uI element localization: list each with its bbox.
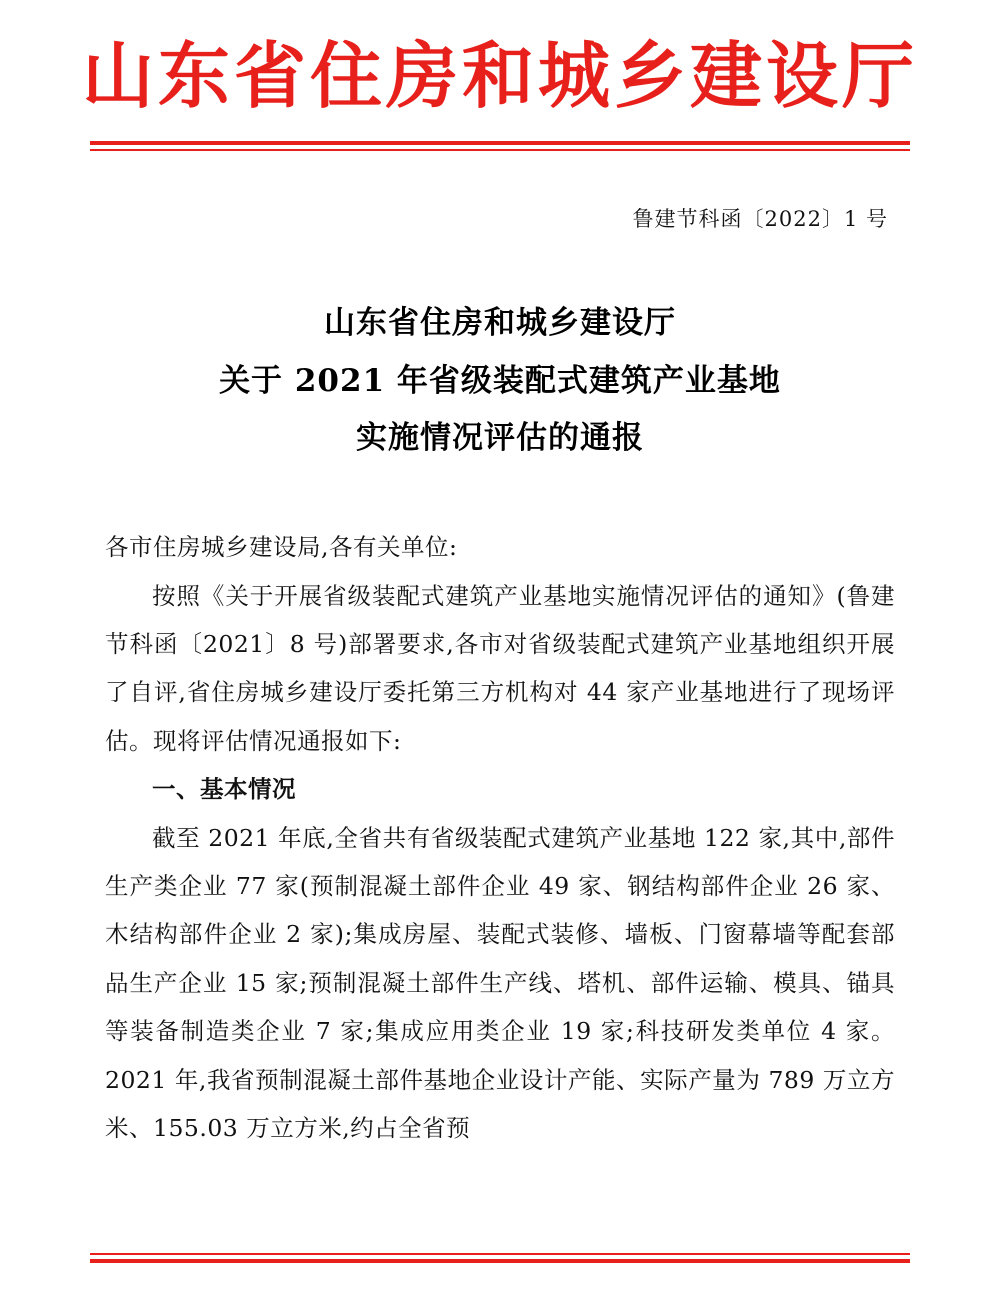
body-paragraph-1: 按照《关于开展省级装配式建筑产业基地实施情况评估的通知》(鲁建节科函〔2021〕8 号)部署要求,各市对省级装配式建筑产业基地组织开展了自评,省住房城乡建设厅委托第三方机构对 44 家产业基地进行了现场评估。现将评估情况通报如下:: [105, 581, 895, 755]
issuing-authority-title: 山东省住房和城乡建设厅: [81, 33, 918, 118]
footer-rule-thin: [90, 1253, 910, 1255]
body-paragraph-2: 截至 2021 年底,全省共有省级装配式建筑产业基地 122 家,其中,部件生产类企业 77 家(预制混凝土部件企业 49 家、钢结构部件企业 26 家、木结构部件企业 2 家);集成房屋、装配式装修、墙板、门窗幕墙等配套部品生产企业 15 家;预制混凝土部件生产线、塔机、部件运输、模具、锚具等装备制造类企业 7 家;集成应用类企业 19 家;科技研发类单位 4 家。2021 年,我省预制混凝土部件基地企业设计产能、实际产量为 789 万立方米、155.03 万立方米,约占全省预: [105, 823, 895, 1143]
document-body: [105, 523, 895, 1152]
masthead-rule-thick: [90, 141, 910, 145]
section-heading-1: 一、基本情况: [152, 775, 296, 804]
document-title-line-2: 关于 2021 年省级装配式建筑产业基地: [219, 362, 781, 399]
masthead-rule-thin: [90, 149, 910, 151]
salutation: 各市住房城乡建设局,各有关单位:: [105, 533, 458, 562]
document-number-row: [0, 203, 1000, 233]
document-title-line-3: 实施情况评估的通报: [356, 419, 644, 456]
document-number: 鲁建节科函〔2022〕1 号: [632, 207, 888, 232]
document-title-line-1: 山东省住房和城乡建设厅: [324, 305, 676, 342]
footer-rules: [90, 1253, 910, 1263]
masthead-rules: [90, 141, 910, 151]
masthead: [0, 0, 1000, 151]
document-title: [0, 295, 1000, 467]
footer-rule-thick: [90, 1259, 910, 1263]
